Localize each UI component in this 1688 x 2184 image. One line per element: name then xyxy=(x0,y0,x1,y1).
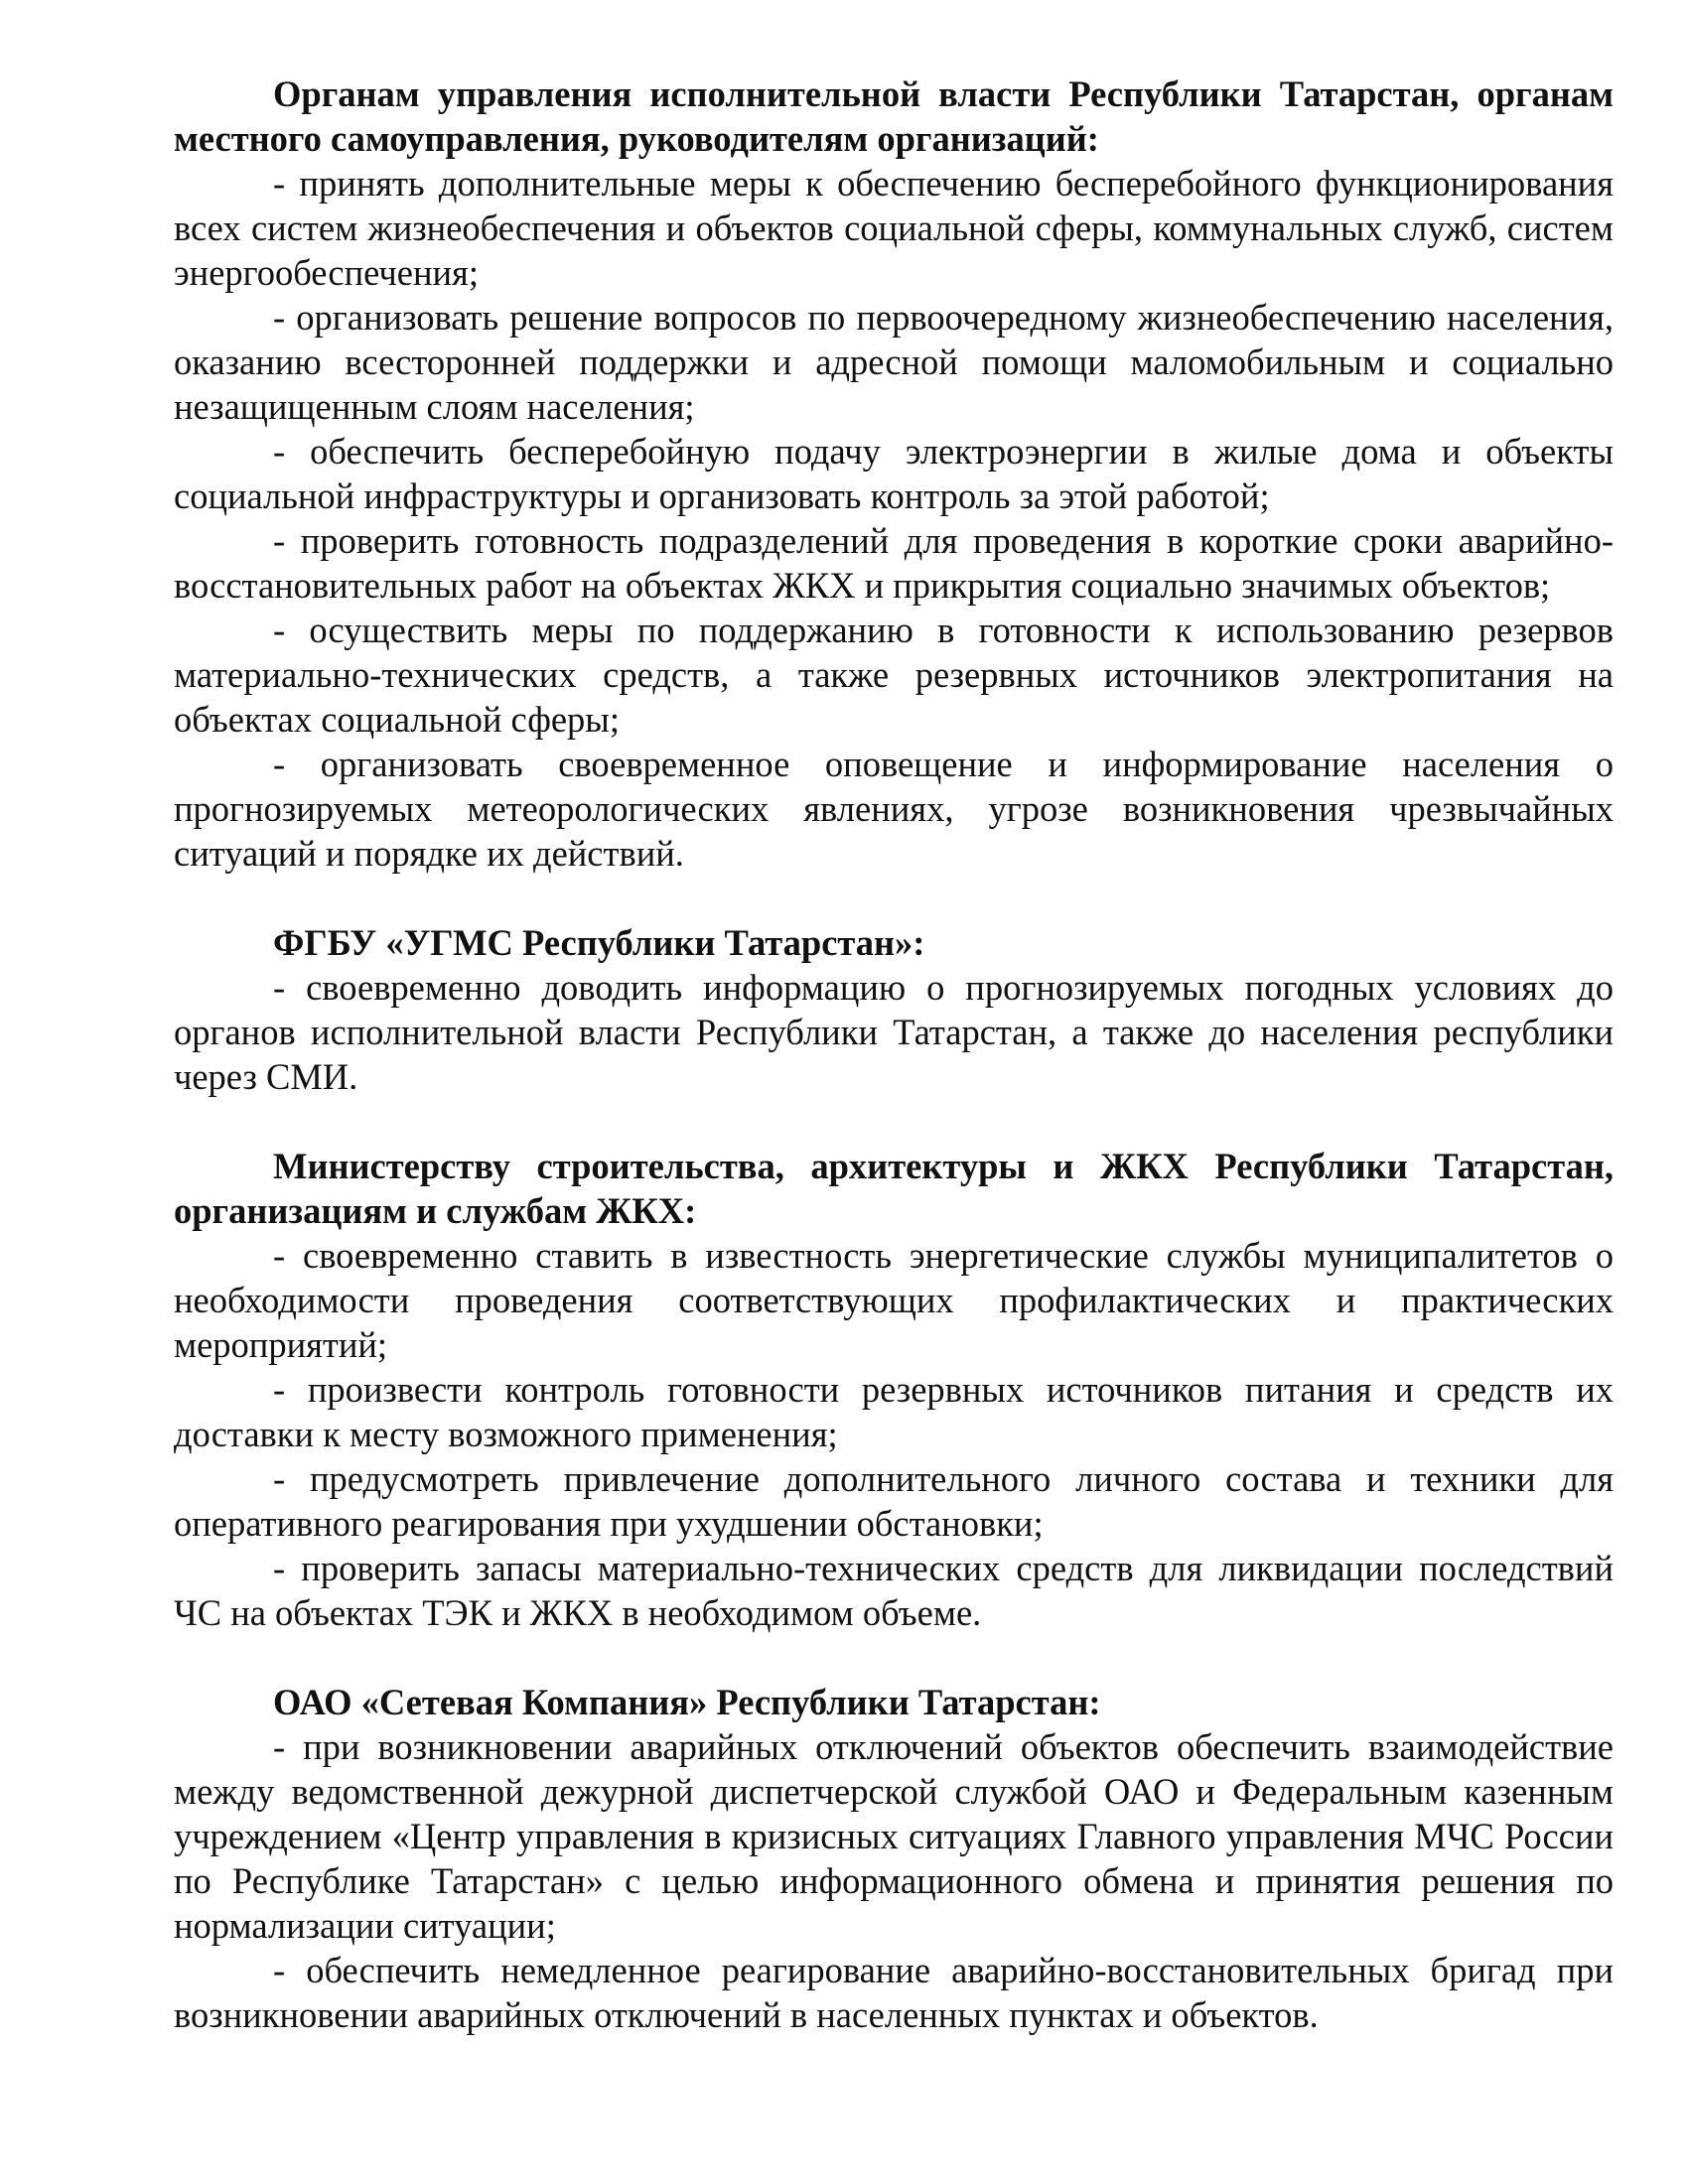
list-item: - проверить готовность подразделений для проведения в короткие сроки аварийно-восстановительных работ на объектах ЖКХ и прикрытия социально значимых объектов; xyxy=(174,520,1614,606)
list-item: - обеспечить бесперебойную подачу электроэнергии в жилые дома и объекты социальной инфраструктуры и организовать контроль за этой работой; xyxy=(174,431,1614,516)
list-item: - проверить запасы материально-технических средств для ликвидации последствий ЧС на объектах ТЭК и ЖКХ в необходимом объеме. xyxy=(174,1548,1614,1633)
section-executive-authorities xyxy=(174,71,1614,876)
document-page xyxy=(174,71,1614,2037)
list-item: - предусмотреть привлечение дополнительного личного состава и техники для оперативного реагирования при ухудшении обстановки; xyxy=(174,1458,1614,1544)
list-item: - организовать своевременное оповещение и информирование населения о прогнозируемых метеорологических явлениях, угрозе возникновения чрезвычайных ситуаций и порядке их действий. xyxy=(174,744,1614,874)
list-item: - организовать решение вопросов по первоочередному жизнеобеспечению населения, оказанию всесторонней поддержки и адресной помощи маломобильным и социально незащищенным слоям населения; xyxy=(174,297,1614,427)
list-item: - своевременно ставить в известность энергетические службы муниципалитетов о необходимости проведения соответствующих профилактических и практических мероприятий; xyxy=(174,1235,1614,1365)
section-ugms xyxy=(174,920,1614,1099)
section-heading: Министерству строительства, архитектуры и ЖКХ Республики Татарстан, организациям и службам ЖКХ: xyxy=(174,1146,1614,1231)
list-item: - принять дополнительные меры к обеспечению бесперебойного функционирования всех систем жизнеобеспечения и объектов социальной сферы, коммунальных служб, систем энергообеспечения; xyxy=(174,163,1614,293)
list-item: - при возникновении аварийных отключений объектов обеспечить взаимодействие между ведомственной дежурной диспетчерской службой ОАО и Федеральным казенным учреждением «Центр управления в кризисных ситуациях Главного управления МЧС России по Республике Татарстан» с целью информационного обмена и принятия решения по нормализации ситуации; xyxy=(174,1726,1614,1946)
list-item: - осуществить меры по поддержанию в готовности к использованию резервов материально-технических средств, а также резервных источников электропитания на объектах социальной сферы; xyxy=(174,610,1614,740)
section-ministry-construction xyxy=(174,1144,1614,1635)
section-heading: ОАО «Сетевая Компания» Республики Татарстан: xyxy=(273,1682,1101,1722)
list-item: - обеспечить немедленное реагирование аварийно-восстановительных бригад при возникновении аварийных отключений в населенных пунктах и объектов. xyxy=(174,1950,1614,2035)
list-item: - произвести контроль готовности резервных источников питания и средств их доставки к месту возможного применения; xyxy=(174,1369,1614,1454)
section-network-company xyxy=(174,1680,1614,2037)
section-heading: ФГБУ «УГМС Республики Татарстан»: xyxy=(273,922,925,963)
section-heading: Органам управления исполнительной власти Республики Татарстан, органам местного самоуправления, руководителям организаций: xyxy=(174,73,1614,159)
list-item: - своевременно доводить информацию о прогнозируемых погодных условиях до органов исполнительной власти Республики Татарстан, а также до населения республики через СМИ. xyxy=(174,967,1614,1097)
